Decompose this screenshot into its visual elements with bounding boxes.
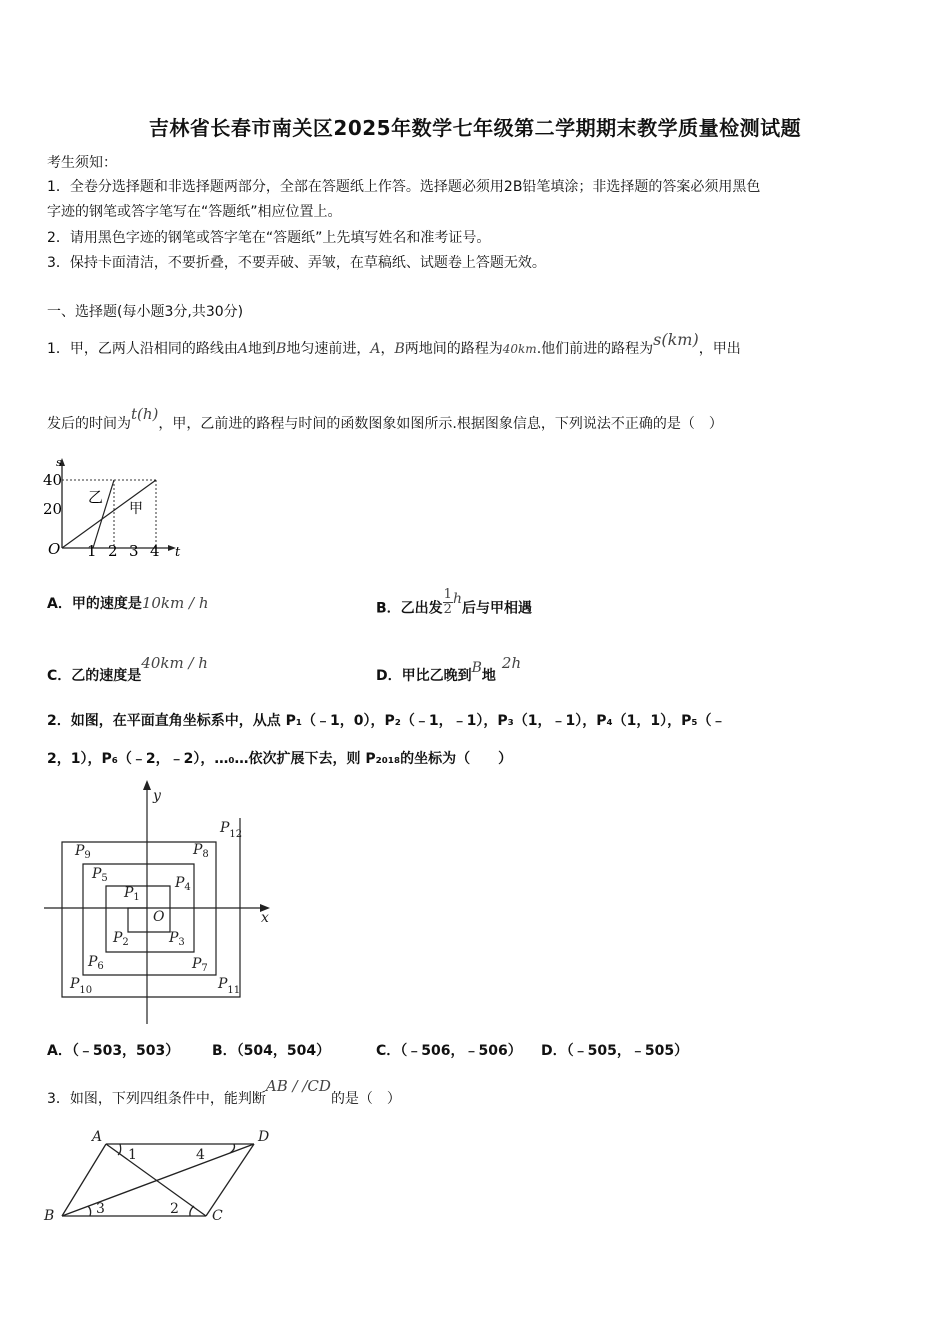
graph-xlabel: t — [175, 545, 181, 560]
q1-var-t: t — [131, 405, 138, 423]
q1-option-a-value: 10km / h — [141, 594, 209, 612]
q1-text: 1．甲，乙两人沿相同的路线由 — [47, 341, 238, 357]
graph-label-jia: 甲 — [129, 501, 143, 517]
notice-item-2: 2．请用黑色字迹的钢笔或答字笔在“答题纸”上先填写姓名和准考证号。 — [47, 230, 491, 246]
segment-dc — [206, 1144, 254, 1216]
vertex-d: D — [258, 1129, 270, 1145]
graph-label-yi: 乙 — [88, 488, 104, 506]
question-2-line-2: 2，1），P₆（﹣2，﹣2），…₀…依次扩展下去，则 P₂₀₁₈的坐标为（ ） — [47, 751, 513, 767]
notice-item-1-cont: 字迹的钢笔或答字笔写在“答题纸”相应位置上。 — [47, 204, 342, 220]
q1-option-b-fraction — [443, 588, 453, 617]
q1-option-b[interactable] — [376, 587, 532, 623]
q1-point-b: B — [394, 341, 405, 357]
q1-distance-time-graph — [40, 452, 200, 564]
x-axis-label: x — [261, 910, 269, 926]
notice-item-3: 3．保持卡面清洁，不要折叠，不要弄破、弄皱，在草稿纸、试题卷上答题无效。 — [47, 255, 546, 271]
label-p12: $P_{12}$ — [220, 820, 243, 840]
q1-option-d[interactable] — [376, 654, 522, 685]
q1-point-a: A — [370, 341, 381, 357]
q1-option-c[interactable] — [47, 654, 208, 685]
label-p5: $P_5$ — [92, 866, 108, 884]
q3-parallelogram-figure — [40, 1122, 280, 1226]
q1-distance: 40km — [502, 342, 537, 356]
angle-1-label: 1 — [128, 1147, 137, 1163]
graph-tick-4: 4 — [150, 542, 160, 560]
y-axis-arrow-icon — [143, 780, 151, 790]
y-axis-label: y — [153, 788, 161, 804]
q3-expression: AB / /CD — [265, 1077, 331, 1095]
q1-option-d-mid: 地 — [481, 668, 496, 684]
angle-2-label: 2 — [170, 1201, 179, 1217]
graph-tick-40: 40 — [43, 471, 63, 489]
label-p10: $P_{10}$ — [70, 976, 93, 996]
q2-option-b[interactable]: B．（504，504） — [212, 1043, 331, 1059]
graph-tick-2: 2 — [108, 542, 118, 560]
graph-tick-3: 3 — [129, 542, 139, 560]
question-3 — [47, 1077, 401, 1108]
question-1-line-2 — [47, 405, 723, 433]
q1-var-s-unit: (km) — [661, 330, 699, 349]
graph-tick-20: 20 — [43, 500, 63, 518]
vertex-c: C — [212, 1208, 223, 1224]
q1-option-d-value: 2h — [501, 654, 522, 672]
label-p11: $P_{11}$ — [218, 976, 241, 996]
q1-text: 发后的时间为 — [47, 416, 131, 432]
q1-option-c-value: 40km / h — [141, 654, 208, 672]
q1-point-a: A — [237, 341, 249, 357]
question-2-line-1: 2．如图，在平面直角坐标系中，从点 P₁（﹣1，0），P₂（﹣1，﹣1），P₃（1，﹣1），P₄（1，1），P₅（﹣ — [47, 713, 726, 729]
q1-var-s: s — [653, 330, 662, 349]
q1-point-b: B — [276, 341, 287, 357]
label-p4: $P_4$ — [175, 875, 191, 893]
graph-tick-1: 1 — [87, 542, 97, 560]
graph-origin: O — [48, 540, 61, 558]
q1-text: .他们前进的路程为 — [536, 341, 654, 357]
question-1-line-1 — [47, 330, 741, 358]
notice-item-1: 1．全卷分选择题和非选择题两部分，全部在答题纸上作答。选择题必须用2B铅笔填涂；非选择题的答案必须用黑色 — [47, 179, 761, 195]
label-p3: $P_3$ — [169, 930, 185, 948]
label-p1: $P_1$ — [124, 885, 140, 903]
q1-option-a[interactable] — [47, 594, 209, 613]
q1-option-b-unit: h — [452, 590, 462, 607]
q1-option-d-point: B — [471, 660, 482, 676]
q1-text: ， — [380, 341, 395, 357]
origin-label: O — [153, 909, 165, 925]
fraction-numerator: 1 — [443, 587, 452, 602]
section-heading: 一、选择题(每小题3分,共30分) — [47, 304, 244, 320]
label-p9: $P_9$ — [75, 843, 91, 861]
angle-4-label: 4 — [196, 1147, 205, 1163]
q1-option-d-label: D．甲比乙晚到 — [376, 668, 472, 684]
q1-option-c-label: C．乙的速度是 — [47, 668, 142, 684]
notice-heading: 考生须知： — [47, 155, 117, 171]
q2-option-c[interactable]: C．（﹣506，﹣506） — [376, 1043, 522, 1059]
diagonal-ac — [106, 1144, 206, 1216]
label-p8: $P_8$ — [193, 842, 209, 860]
diagonal-bd — [62, 1144, 254, 1216]
q1-text: ，甲，乙前进的路程与时间的函数图象如图所示.根据图象信息，下列说法不正确的是（ ） — [158, 416, 723, 432]
label-p6: $P_6$ — [88, 954, 104, 972]
vertex-b: B — [44, 1208, 55, 1224]
vertex-a: A — [92, 1129, 103, 1145]
q1-option-b-label: B．乙出发 — [376, 600, 443, 617]
q3-text: 3．如图，下列四组条件中，能判断 — [47, 1091, 266, 1107]
q1-text: ，甲出 — [698, 341, 741, 357]
q1-text: 两地间的路程为 — [404, 341, 503, 357]
q1-var-t-unit: (h) — [137, 405, 159, 423]
q3-text: 的是（ ） — [330, 1091, 401, 1107]
q1-option-b-tail: 后与甲相遇 — [461, 600, 532, 617]
q1-text: 地匀速前进， — [286, 341, 371, 357]
graph-ylabel: s — [56, 456, 62, 469]
angle-3-arc — [88, 1206, 91, 1216]
label-p7: $P_7$ — [192, 956, 208, 974]
page-title: 吉林省长春市南关区2025年数学七年级第二学期期末教学质量检测试题 — [148, 116, 802, 140]
label-p2: $P_2$ — [113, 930, 129, 948]
fraction-denominator: 2 — [443, 602, 452, 617]
q1-option-a-label: A．甲的速度是 — [47, 596, 142, 612]
q2-spiral-figure — [40, 778, 280, 1028]
q2-option-a[interactable]: A．（﹣503，503） — [47, 1043, 180, 1059]
q1-text: 地到 — [248, 341, 277, 357]
q2-option-d[interactable]: D．（﹣505，﹣505） — [541, 1043, 689, 1059]
angle-3-label: 3 — [96, 1201, 105, 1217]
